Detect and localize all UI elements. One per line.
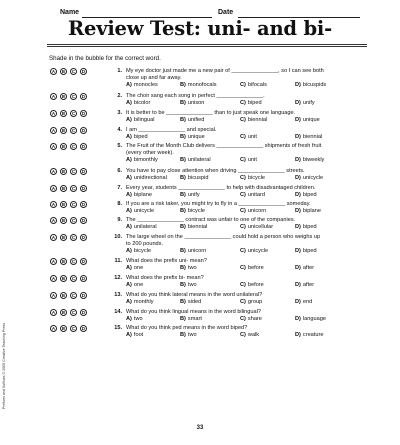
answer-option-b: B) unified (180, 117, 205, 124)
answer-option-b: B) sided (180, 299, 202, 306)
question-1 (50, 68, 370, 89)
answer-option-a: A) bilingual (126, 117, 155, 124)
answer-option-b: B) unify (180, 192, 200, 199)
answer-option-c: C) unitard (240, 192, 266, 199)
question-9 (50, 217, 370, 235)
question-line: The Fruit of the Month Club delivers _______________ shipments of fresh fruit (126, 143, 322, 149)
answer-bubbles (50, 292, 110, 300)
question-text (126, 143, 374, 157)
bubble-b[interactable]: B (61, 202, 66, 207)
answer-option-d: D) biped (295, 192, 317, 199)
question-line: close up and far away. (126, 75, 182, 82)
question-line: The choir sang each song in perfect _______________. (126, 93, 265, 99)
question-number: 12. (114, 275, 122, 281)
bubble-b[interactable]: B (61, 169, 66, 174)
answer-option-b: B) unicorn (180, 248, 207, 255)
answer-option-c: C) before (240, 282, 264, 289)
question-13 (50, 292, 370, 310)
copyright-text: Prefixes and Suffixes © 2005 Creative Teaching Press (2, 322, 6, 410)
page-number: 33 (196, 425, 204, 431)
bubble-b[interactable]: B (61, 94, 66, 99)
bubble-a[interactable]: A (51, 218, 56, 223)
question-text (126, 93, 374, 100)
question-text (126, 275, 374, 282)
question-15 (50, 325, 370, 343)
instructions: Shade in the bubble for the correct word. (49, 55, 161, 62)
bubble-a[interactable]: A (51, 186, 56, 191)
answer-bubbles (50, 275, 110, 283)
answer-option-c: C) group (240, 299, 263, 306)
answer-option-b: B) two (180, 265, 197, 272)
question-11 (50, 258, 370, 276)
bubble-a[interactable]: A (51, 293, 56, 298)
question-text (126, 234, 374, 248)
bubble-d[interactable]: D (81, 276, 86, 281)
bubble-b[interactable]: B (61, 235, 66, 240)
bubble-c[interactable]: C (71, 128, 76, 133)
question-number: 4. (117, 127, 122, 133)
bubble-b[interactable]: B (61, 186, 66, 191)
bubble-a[interactable]: A (51, 94, 56, 99)
answer-option-d: D) creature (295, 332, 324, 339)
answer-option-d: D) biped (295, 248, 317, 255)
bubble-b[interactable]: B (61, 276, 66, 281)
question-10 (50, 234, 370, 255)
question-number: 5. (117, 143, 122, 149)
answer-bubbles (50, 258, 110, 266)
question-5 (50, 143, 370, 164)
question-text (126, 217, 374, 224)
answer-option-a: A) unidirectional (126, 175, 167, 182)
page-title: Review Test: uni- and bi- (67, 17, 332, 40)
answer-option-a: A) one (126, 282, 144, 289)
answer-bubbles (50, 234, 110, 242)
bubble-d[interactable]: D (81, 202, 86, 207)
question-6 (50, 168, 370, 186)
question-text (126, 185, 374, 192)
question-text (126, 110, 374, 117)
answer-option-a: A) one (126, 265, 144, 272)
question-number: 8. (117, 201, 122, 207)
question-number: 14. (114, 309, 122, 315)
question-line: (every other week). (126, 150, 174, 157)
answer-bubbles (50, 110, 110, 118)
bubble-d[interactable]: D (81, 144, 86, 149)
answer-option-b: B) monofocals (180, 82, 217, 89)
question-number: 7. (117, 185, 122, 191)
bubble-d[interactable]: D (81, 69, 86, 74)
bubble-c[interactable]: C (71, 218, 76, 223)
bubble-b[interactable]: B (61, 259, 66, 264)
bubble-c[interactable]: C (71, 259, 76, 264)
bubble-c[interactable]: C (71, 94, 76, 99)
answer-option-b: B) unison (180, 100, 205, 107)
answer-option-b: B) bicuspid (180, 175, 209, 182)
answer-option-d: D) bicuspids (295, 82, 327, 89)
answer-option-b: B) two (180, 282, 197, 289)
question-2 (50, 93, 370, 111)
side-note (2, 306, 12, 426)
answer-bubbles (50, 185, 110, 193)
bubble-c[interactable]: C (71, 310, 76, 315)
bubble-a[interactable]: A (51, 310, 56, 315)
answer-option-b: B) biennial (180, 224, 208, 231)
answer-option-a: A) unilateral (126, 224, 157, 231)
bubble-a[interactable]: A (51, 111, 56, 116)
question-line: to 200 pounds. (126, 241, 164, 248)
answer-option-a: A) two (126, 316, 143, 323)
bubble-b[interactable]: B (61, 293, 66, 298)
bubble-a[interactable]: A (51, 169, 56, 174)
bubble-a[interactable]: A (51, 69, 56, 74)
bubble-b[interactable]: B (61, 218, 66, 223)
question-line: Every year, students _______________ to help with disadvantaged children. (126, 185, 316, 191)
question-line: The _______________ contract was unfair to one of the companies. (126, 217, 296, 223)
bubble-a[interactable]: A (51, 144, 56, 149)
question-line: I am _______________ and special. (126, 127, 217, 133)
answer-option-d: D) biplane (295, 208, 321, 215)
bubble-c[interactable]: C (71, 144, 76, 149)
date-label: Date (218, 9, 234, 16)
answer-option-a: A) bimonthly (126, 157, 158, 164)
bubble-c[interactable]: C (71, 186, 76, 191)
bubble-c[interactable]: C (71, 276, 76, 281)
answer-option-d: D) unicycle (295, 175, 324, 182)
question-line: It is better to be _______________ than to just speak one language. (126, 110, 296, 116)
answer-option-b: B) unique (180, 134, 205, 141)
bubble-b[interactable]: B (61, 128, 66, 133)
answer-option-c: C) unicellular (240, 224, 274, 231)
bubble-a[interactable]: A (51, 259, 56, 264)
question-number: 2. (117, 93, 122, 99)
question-number: 9. (117, 217, 122, 223)
bubble-c[interactable]: C (71, 326, 76, 331)
answer-bubbles (50, 143, 110, 151)
bubble-c[interactable]: C (71, 111, 76, 116)
answer-option-b: B) two (180, 332, 197, 339)
bubble-b[interactable]: B (61, 326, 66, 331)
bubble-d[interactable]: D (81, 326, 86, 331)
question-line: What do you think lateral means in the word unilateral? (126, 292, 263, 298)
answer-option-d: D) biweekly (295, 157, 325, 164)
bubble-a[interactable]: A (51, 202, 56, 207)
answer-option-d: D) after (295, 265, 315, 272)
answer-bubbles (50, 68, 110, 76)
bubble-a[interactable]: A (51, 276, 56, 281)
answer-option-b: B) bicycle (180, 208, 206, 215)
bubble-a[interactable]: A (51, 128, 56, 133)
answer-option-c: C) bicycle (240, 175, 266, 182)
answer-bubbles (50, 127, 110, 135)
bubble-a[interactable]: A (51, 235, 56, 240)
bubble-b[interactable]: B (61, 310, 66, 315)
answer-bubbles (50, 201, 110, 209)
question-number: 3. (117, 110, 122, 116)
answer-option-c: C) unit (240, 157, 257, 164)
answer-option-c: C) before (240, 265, 264, 272)
answer-option-a: A) monthly (126, 299, 154, 306)
answer-option-d: D) end (295, 299, 313, 306)
answer-option-c: C) biped (240, 100, 262, 107)
question-text (126, 68, 374, 82)
answer-option-b: B) smart (180, 316, 202, 323)
bubble-d[interactable]: D (81, 235, 86, 240)
answer-option-a: A) bicolor (126, 100, 151, 107)
answer-bubbles (50, 217, 110, 225)
answer-option-c: C) walk (240, 332, 260, 339)
bubble-d[interactable]: D (81, 169, 86, 174)
question-text (126, 309, 374, 316)
question-number: 11. (114, 258, 122, 264)
bubble-c[interactable]: C (71, 69, 76, 74)
question-line: What does the prefix bi- mean? (126, 275, 204, 281)
answer-option-a: A) biped (126, 134, 148, 141)
answer-bubbles (50, 93, 110, 101)
question-3 (50, 110, 370, 128)
question-text (126, 258, 374, 265)
answer-option-d: D) after (295, 282, 315, 289)
bubble-c[interactable]: C (71, 235, 76, 240)
title-rule-top (47, 44, 367, 45)
answer-option-c: C) unicycle (240, 248, 269, 255)
answer-option-a: A) biplane (126, 192, 152, 199)
answer-bubbles (50, 168, 110, 176)
question-line: What do you think lingual means in the word bilingual? (126, 309, 261, 315)
bubble-d[interactable]: D (81, 128, 86, 133)
answer-option-c: C) biennial (240, 117, 268, 124)
answer-option-c: C) unicorn (240, 208, 267, 215)
answer-option-a: A) foot (126, 332, 144, 339)
bubble-c[interactable]: C (71, 169, 76, 174)
bubble-c[interactable]: C (71, 202, 76, 207)
answer-option-a: A) unicycle (126, 208, 155, 215)
bubble-d[interactable]: D (81, 111, 86, 116)
bubble-d[interactable]: D (81, 186, 86, 191)
bubble-d[interactable]: D (81, 94, 86, 99)
answer-option-a: A) bicycle (126, 248, 152, 255)
answer-option-d: D) unique (295, 117, 320, 124)
question-number: 13. (114, 292, 122, 298)
bubble-a[interactable]: A (51, 326, 56, 331)
answer-option-c: C) unit (240, 134, 257, 141)
answer-option-d: D) biped (295, 224, 317, 231)
answer-option-d: D) unify (295, 100, 315, 107)
question-text (126, 201, 374, 208)
bubble-b[interactable]: B (61, 69, 66, 74)
question-text (126, 127, 374, 134)
answer-option-d: D) language (295, 316, 326, 323)
answer-option-d: D) biennial (295, 134, 323, 141)
question-line: If you are a risk taker, you might try to fly in a _______________ someday. (126, 201, 311, 207)
answer-option-c: C) bifocals (240, 82, 267, 89)
question-text (126, 292, 374, 299)
bubble-b[interactable]: B (61, 111, 66, 116)
question-line: What does the prefix uni- mean? (126, 258, 207, 264)
answer-option-a: A) monocles (126, 82, 158, 89)
answer-bubbles (50, 325, 110, 333)
question-text (126, 325, 374, 332)
bubble-c[interactable]: C (71, 293, 76, 298)
title-rule-bottom (47, 46, 367, 47)
bubble-d[interactable]: D (81, 293, 86, 298)
bubble-d[interactable]: D (81, 259, 86, 264)
bubble-b[interactable]: B (61, 144, 66, 149)
answer-option-b: B) unilateral (180, 157, 211, 164)
bubble-d[interactable]: D (81, 310, 86, 315)
question-12 (50, 275, 370, 293)
answer-bubbles (50, 309, 110, 317)
question-number: 1. (117, 68, 122, 74)
question-line: The large wheel on the _______________ could hold a person who weighs up (126, 234, 321, 240)
question-text (126, 168, 374, 175)
question-number: 15. (114, 325, 122, 331)
question-number: 10. (114, 234, 122, 240)
question-line: What do you think ped means in the word biped? (126, 325, 248, 331)
question-line: My eye doctor just made me a new pair of _______________, so I can see both (126, 68, 324, 74)
question-number: 6. (117, 168, 122, 174)
question-line: You have to pay close attention when driving _______________ streets. (126, 168, 305, 174)
name-label: Name (60, 9, 80, 16)
answer-option-c: C) share (240, 316, 262, 323)
bubble-d[interactable]: D (81, 218, 86, 223)
